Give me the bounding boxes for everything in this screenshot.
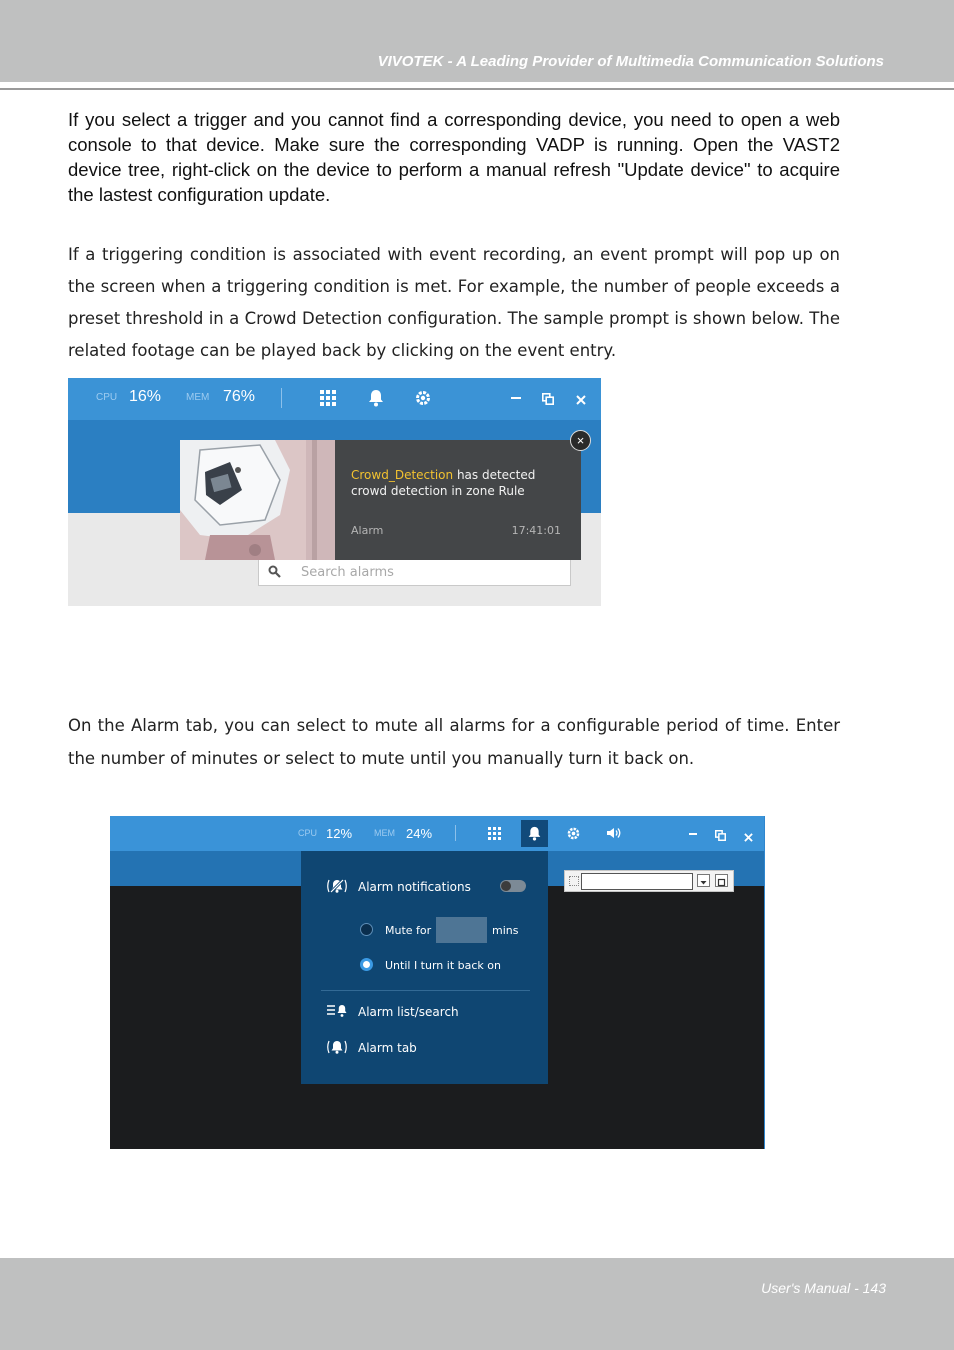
alarm-list-icon xyxy=(326,1004,348,1023)
alarm-tab-label: Alarm tab xyxy=(358,1041,417,1055)
gear-icon[interactable] xyxy=(566,826,581,846)
mem-value: 24% xyxy=(406,826,433,841)
popup-type: Alarm xyxy=(351,524,384,537)
top-toolbar xyxy=(110,816,765,851)
search-icon xyxy=(268,565,281,583)
header-title: VIVOTEK - A Leading Provider of Multimedia Communication Solutions xyxy=(377,53,884,70)
toolbar-divider xyxy=(281,388,282,408)
header-rule xyxy=(0,88,954,90)
close-icon[interactable] xyxy=(744,829,753,847)
page-footer xyxy=(0,1258,954,1350)
mute-for-radio[interactable] xyxy=(360,923,373,936)
mini-window[interactable] xyxy=(564,870,734,892)
muted-bell-icon xyxy=(326,878,348,899)
alarm-notifications-toggle[interactable] xyxy=(500,880,526,892)
mute-minutes-input[interactable] xyxy=(436,917,487,943)
popup-rule-name: Crowd_Detection xyxy=(351,468,454,482)
event-popup[interactable] xyxy=(335,440,581,560)
event-prompt-paragraph: If a triggering condition is associated with event recording, an event prompt will pop up on the screen when a triggering condition is met. For example, the number of people exceeds a preset threshold in a Crowd Detection configuration. The sample prompt is shown below. The related footage can be played back by clicking on the event entry. xyxy=(68,245,840,360)
alarm-tab-menu-item[interactable] xyxy=(301,1033,548,1061)
dropdown-icon[interactable] xyxy=(697,874,710,887)
apps-grid-icon[interactable] xyxy=(320,390,336,411)
minimize-icon[interactable] xyxy=(689,833,697,835)
restore-icon[interactable] xyxy=(715,828,726,846)
bell-button[interactable] xyxy=(521,820,548,847)
popup-message-text: has detected crowd detection in zone Rule xyxy=(351,468,536,498)
alarm-tab-icon xyxy=(326,1039,348,1060)
intro-paragraph: If you select a trigger and you cannot find a corresponding device, you need to open a web console to that device. Make sure the corresponding VADP is running. Open the VAST2 device tree, right-click on the device to perform a manual refresh "Update device" to acquire the lastest configuration update. xyxy=(68,109,840,205)
menu-divider xyxy=(321,990,530,991)
popup-message xyxy=(351,467,571,499)
alarm-notifications-label: Alarm notifications xyxy=(358,880,471,894)
cpu-label: CPU xyxy=(96,392,118,403)
until-turn-on-radio[interactable] xyxy=(360,958,373,971)
minimize-icon[interactable] xyxy=(511,397,521,399)
mem-value: 76% xyxy=(223,388,256,405)
bell-icon xyxy=(527,826,542,846)
mem-label: MEM xyxy=(374,828,395,838)
alarm-dropdown-menu xyxy=(301,851,548,1084)
event-prompt-screenshot xyxy=(68,378,601,606)
event-snapshot-image[interactable] xyxy=(180,440,335,560)
mins-label: mins xyxy=(492,924,519,937)
maximize-icon[interactable] xyxy=(715,874,728,887)
mute-for-label: Mute for xyxy=(385,924,432,937)
speaker-icon[interactable] xyxy=(606,826,622,845)
alarm-list-menu-item[interactable] xyxy=(301,997,548,1025)
popup-close-icon[interactable]: × xyxy=(570,430,591,451)
search-box[interactable] xyxy=(258,558,571,586)
until-turn-on-label: Until I turn it back on xyxy=(385,959,501,972)
apps-grid-icon[interactable] xyxy=(488,827,501,845)
search-input[interactable] xyxy=(299,562,563,582)
cpu-label: CPU xyxy=(298,828,318,838)
alarm-list-label: Alarm list/search xyxy=(358,1005,459,1019)
top-toolbar xyxy=(68,378,601,420)
page-number: User's Manual - 143 xyxy=(761,1280,886,1296)
alarm-tab-paragraph: On the Alarm tab, you can select to mute all alarms for a configurable period of time. Enter the number of minutes or select to mute until you manually turn it back on. xyxy=(68,716,840,768)
toolbar-divider xyxy=(455,825,456,841)
popup-time: 17:41:01 xyxy=(511,524,561,537)
cpu-value: 12% xyxy=(326,826,353,841)
mini-window-field[interactable] xyxy=(581,873,693,890)
cpu-value: 16% xyxy=(129,388,162,405)
drag-handle-icon[interactable] xyxy=(569,876,579,886)
close-icon[interactable] xyxy=(576,392,586,410)
page-header xyxy=(0,0,954,82)
bell-icon[interactable] xyxy=(367,389,385,412)
alarm-menu-screenshot xyxy=(110,816,765,1149)
mem-label: MEM xyxy=(186,392,210,403)
restore-icon[interactable] xyxy=(542,392,554,410)
gear-icon[interactable] xyxy=(414,389,432,412)
